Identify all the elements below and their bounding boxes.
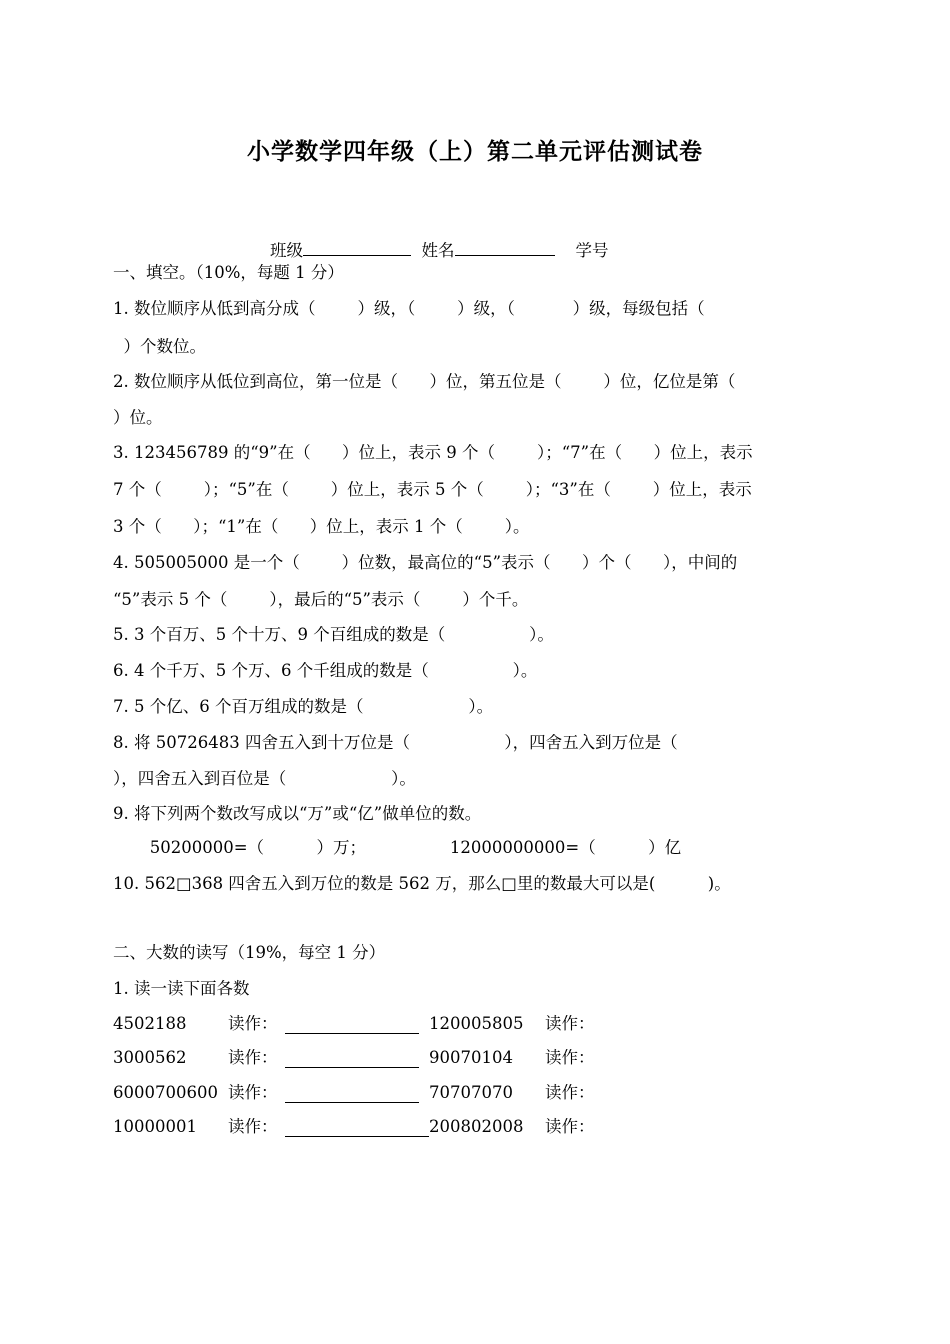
number-left: 6000700600	[113, 1083, 218, 1102]
read-answer-blank[interactable]	[285, 1013, 419, 1034]
q2-line2: ）位。	[113, 408, 163, 427]
number-left: 4502188	[113, 1014, 187, 1033]
number-left: 3000562	[113, 1048, 187, 1067]
q2-line1: 2. 数位顺序从低位到高位，第一位是（ ）位，第五位是（ ）位，亿位是第（	[113, 372, 736, 391]
read-label: 读作：	[545, 1083, 595, 1102]
name-label: 姓名	[421, 241, 455, 260]
q5-line: 5. 3 个百万、5 个十万、9 个百组成的数是（ ）。	[113, 625, 554, 644]
q3-line2: 7 个（ ）；“5”在（ ）位上，表示 5 个（ ）；“3”在（ ）位上，表示	[113, 480, 752, 499]
class-blank[interactable]	[303, 238, 411, 256]
read-label: 读作：	[228, 1014, 278, 1033]
q4-line1: 4. 505005000 是一个（ ）位数，最高位的“5”表示（ ）个（ ），中间的	[113, 553, 738, 572]
read-answer-blank[interactable]	[285, 1082, 419, 1103]
q4-line2: “5”表示 5 个（ ），最后的“5”表示（ ）个千。	[113, 590, 529, 609]
section1-heading: 一、填空。（10%，每题 1 分）	[113, 263, 344, 282]
section2-heading: 二、大数的读写（19%，每空 1 分）	[113, 943, 386, 962]
name-blank[interactable]	[455, 238, 555, 256]
q8-line2: ），四舍五入到百位是（ ）。	[113, 769, 416, 788]
read-label: 读作：	[545, 1117, 595, 1136]
number-right: 90070104	[429, 1048, 513, 1067]
number-right: 200802008	[429, 1117, 524, 1136]
student-info-line	[270, 238, 608, 262]
read-answer-blank[interactable]	[285, 1116, 429, 1137]
q6-line: 6. 4 个千万、5 个万、6 个千组成的数是（ ）。	[113, 661, 538, 680]
number-right: 120005805	[429, 1014, 524, 1033]
read-row	[113, 1116, 713, 1138]
q9-line1: 9. 将下列两个数改写成以“万”或“亿”做单位的数。	[113, 804, 482, 823]
q3-line1: 3. 123456789 的“9”在（ ）位上，表示 9 个（ ）；“7”在（ ）位上，表示	[113, 443, 753, 462]
q7-line: 7. 5 个亿、6 个百万组成的数是（ ）。	[113, 697, 494, 716]
class-label: 班级	[270, 241, 303, 260]
q10-line: 10. 562□368 四舍五入到万位的数是 562 万，那么□里的数最大可以是( )。	[113, 874, 731, 893]
q9-line2: 50200000=（ ）万； 12000000000=（ ）亿	[113, 838, 682, 857]
read-label: 读作：	[228, 1117, 278, 1136]
read-answer-blank[interactable]	[285, 1047, 419, 1068]
read-row	[113, 1013, 713, 1035]
read-label: 读作：	[545, 1014, 595, 1033]
read-label: 读作：	[228, 1048, 278, 1067]
q8-line1: 8. 将 50726483 四舍五入到十万位是（ ），四舍五入到万位是（	[113, 733, 678, 752]
read-row	[113, 1047, 713, 1069]
q3-line3: 3 个（ ）；“1”在（ ）位上，表示 1 个（ ）。	[113, 517, 530, 536]
q1-line1: 1. 数位顺序从低到高分成（ ）级，（ ）级，（ ）级，每级包括（	[113, 299, 705, 318]
section2-sub1: 1. 读一读下面各数	[113, 979, 250, 998]
read-label: 读作：	[228, 1083, 278, 1102]
read-label: 读作：	[545, 1048, 595, 1067]
number-left: 10000001	[113, 1117, 197, 1136]
q1-line2: ）个数位。	[113, 337, 206, 356]
number-right: 70707070	[429, 1083, 513, 1102]
read-row	[113, 1082, 713, 1104]
id-label: 学号	[575, 241, 609, 260]
page-title: 小学数学四年级（上）第二单元评估测试卷	[247, 138, 703, 165]
